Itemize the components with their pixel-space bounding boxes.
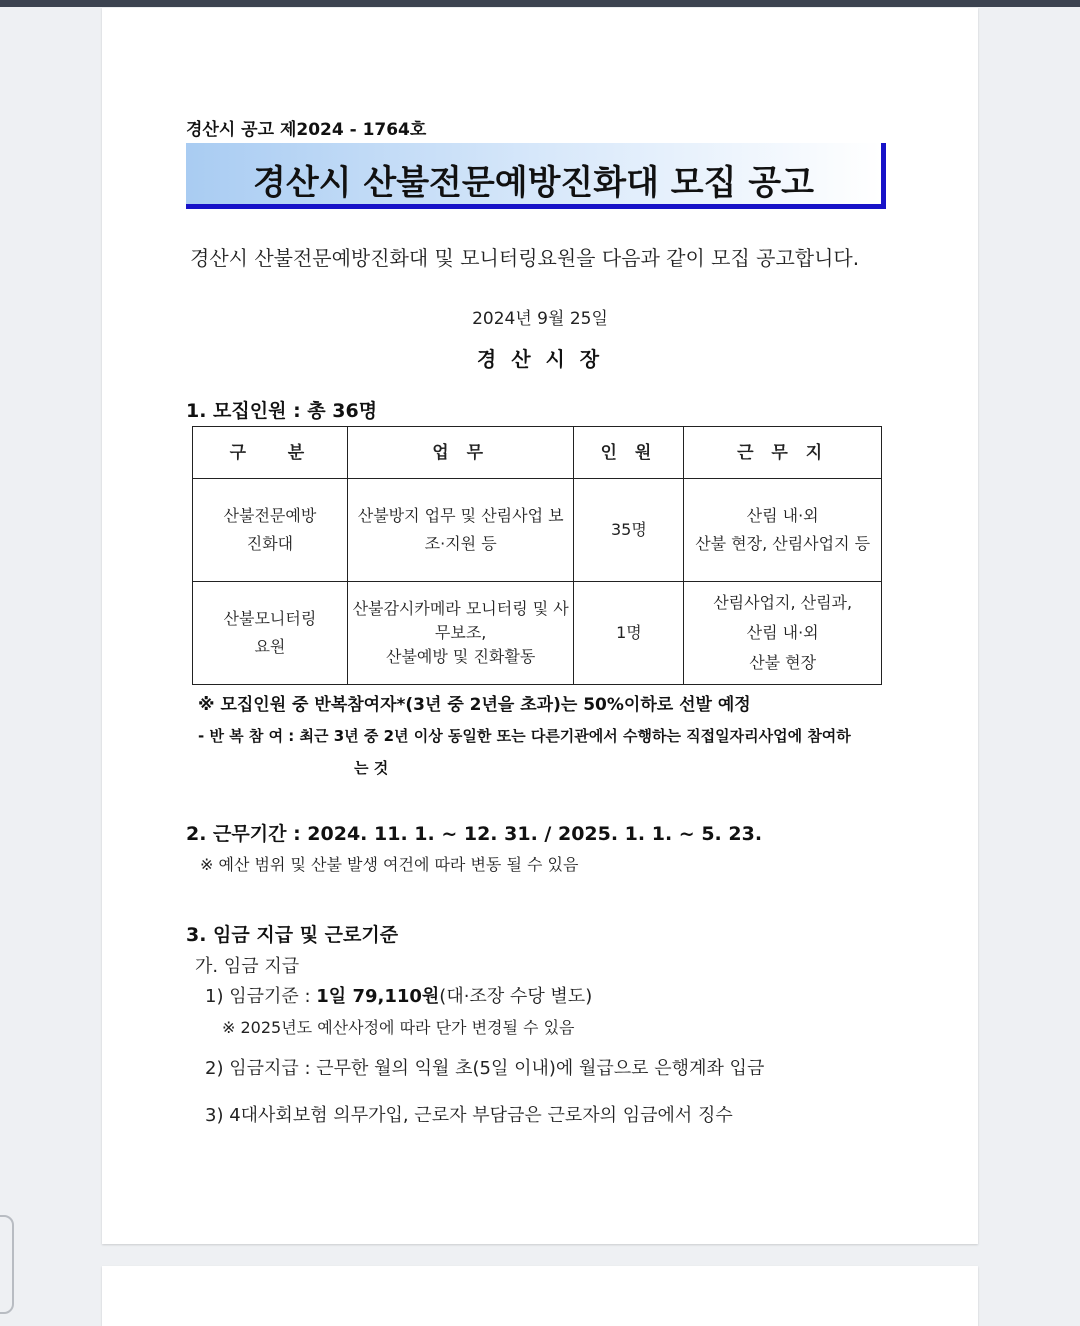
table-cell-duty — [347, 582, 574, 685]
table-row — [193, 479, 882, 582]
table-cell-location — [684, 479, 882, 582]
section2-note: ※ 예산 범위 및 산불 발생 여건에 따라 변동 될 수 있음 — [200, 855, 579, 874]
notice-number: 경산시 공고 제2024 - 1764호 — [186, 120, 427, 140]
cell-line: 무보조, — [434, 623, 487, 642]
table-header-row — [193, 427, 882, 479]
cell-line: 산림 내·외 — [746, 623, 819, 642]
cell-line: 요원 — [254, 637, 286, 656]
cell-line: 산불 현장 — [749, 653, 817, 672]
section3-heading: 3. 임금 지급 및 근로기준 — [186, 924, 399, 946]
cell-line: 산불감시카메라 모니터링 및 사 — [352, 599, 569, 618]
cell-line: 산불예방 및 진화활동 — [386, 647, 536, 666]
cell-line: 산림 내·외 — [746, 506, 819, 525]
repeat-definition-line2: 는 것 — [354, 759, 389, 777]
section1-heading: 1. 모집인원 : 총 36명 — [186, 400, 378, 422]
wage-note: ※ 2025년도 예산사정에 따라 단가 변경될 수 있음 — [222, 1018, 575, 1037]
page-title: 경산시 산불전문예방진화대 모집 공고 — [252, 163, 814, 203]
repeat-participant-note: ※ 모집인원 중 반복참여자*(3년 중 2년을 초과)는 50%이하로 선발 예정 — [198, 695, 751, 715]
cell-line: 산불 현장, 산림사업지 등 — [695, 534, 871, 553]
table-cell-category — [193, 582, 348, 685]
issuer: 경 산 시 장 — [476, 347, 604, 371]
recruitment-table — [192, 426, 882, 685]
social-insurance: 3) 4대사회보험 의무가입, 근로자 부담금은 근로자의 임금에서 징수 — [205, 1105, 733, 1126]
table-header-count: 인 원 — [574, 427, 684, 479]
wage-standard-prefix: 1) 임금기준 : — [205, 986, 317, 1007]
section2-heading: 2. 근무기간 : 2024. 11. 1. ~ 12. 31. / 2025. 1. 1. ~ 5. 23. — [186, 823, 763, 845]
table-cell-category — [193, 479, 348, 582]
wage-payment: 2) 임금지급 : 근무한 월의 익월 초(5일 이내)에 월급으로 은행계좌 입금 — [205, 1058, 765, 1079]
cell-line: 산림사업지, 산림과, — [713, 593, 853, 612]
next-document-page — [102, 1266, 978, 1326]
intro-text: 경산시 산불전문예방진화대 및 모니터링요원을 다음과 같이 모집 공고합니다. — [190, 246, 860, 270]
table-cell-count: 35명 — [574, 479, 684, 582]
wage-standard-suffix: (대·조장 수당 별도) — [439, 986, 593, 1007]
cell-line: 산불전문예방 — [223, 506, 317, 525]
table-cell-duty — [347, 479, 574, 582]
table-row — [193, 582, 882, 685]
cell-line: 산불방지 업무 및 산림사업 보 — [357, 506, 564, 525]
table-header-location: 근 무 지 — [684, 427, 882, 479]
top-status-bar — [0, 0, 1080, 7]
title-banner — [186, 143, 886, 209]
wage-standard — [205, 982, 592, 1008]
section3-sub-a: 가. 임금 지급 — [195, 956, 300, 977]
repeat-definition-line1: - 반 복 참 여 : 최근 3년 중 2년 이상 동일한 또는 다른기관에서 수행하는 직접일자리사업에 참여하 — [198, 727, 851, 745]
table-header-duty: 업 무 — [347, 427, 574, 479]
cell-line: 진화대 — [246, 534, 294, 553]
table-cell-location — [684, 582, 882, 685]
cell-line: 조·지원 등 — [424, 534, 497, 553]
table-header-category: 구 분 — [193, 427, 348, 479]
table-cell-count: 1명 — [574, 582, 684, 685]
scroll-handle[interactable] — [0, 1215, 14, 1314]
notice-date: 2024년 9월 25일 — [472, 309, 608, 329]
cell-line: 산불모니터링 — [223, 609, 317, 628]
wage-amount: 1일 79,110원 — [316, 986, 440, 1007]
